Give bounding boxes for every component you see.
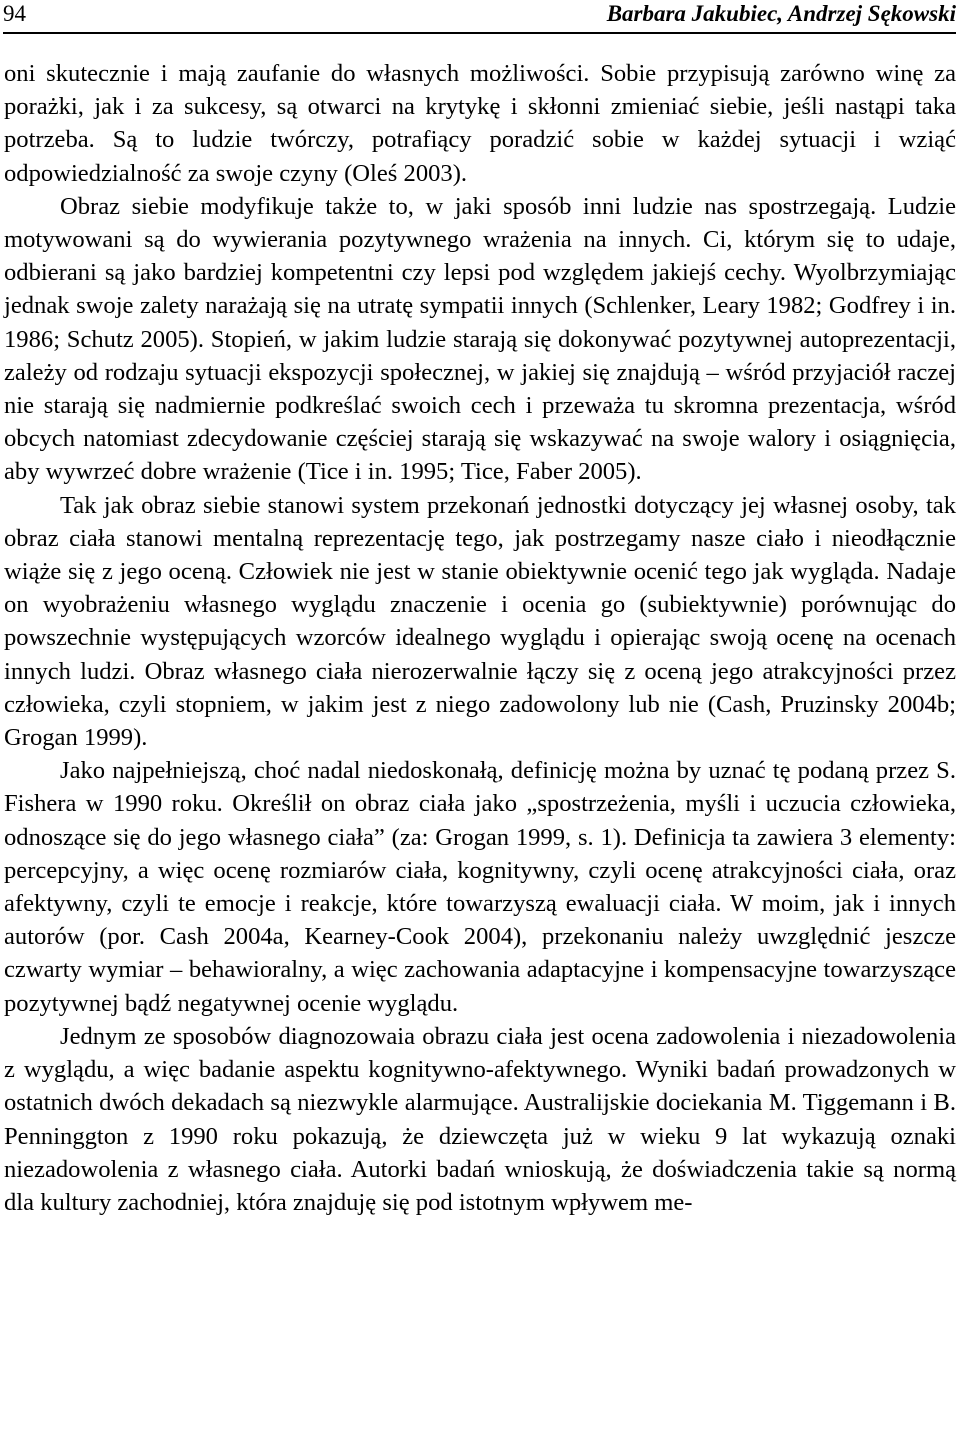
paragraph-1: oni skutecznie i mają zaufanie do własnych możliwości. Sobie przypisują zarówno winę za porażki, jak i za sukcesy, są otwarci na krytykę i skłonni zmieniać siebie, jeśli nastąpi taka potrzeba. Są to ludzie twórczy, potrafiący poradzić sobie w każdej sytuacji i wziąć odpowiedzialność za swoje czyny (Oleś 2003). <box>4 60 956 187</box>
page-header <box>3 0 956 34</box>
page-number: 94 <box>3 1 26 26</box>
running-head-authors: Barbara Jakubiec, Andrzej Sękowski <box>606 1 956 26</box>
paragraph-2: Obraz siebie modyfikuje także to, w jaki sposób inni ludzie nas spostrzegają. Ludzie motywowani są do wywierania pozytywnego wrażenia na innych. Ci, którym się to udaje, odbierani są jako bardziej kompetentni czy lepsi pod względem jakiejś cechy. Wyolbrzymiając jednak swoje zalety narażają się na utratę sympatii innych (Schlenker, Leary 1982; Godfrey i in. 1986; Schutz 2005). Stopień, w jakim ludzie starają się dokonywać pozytywnej autoprezentacji, zależy od rodzaju sytuacji ekspozycji społecznej, w jakiej się znajdują – wśród przyjaciół raczej nie starają się nadmiernie podkreślać swoich cech i przeważa tu skromna prezentacja, wśród obcych natomiast zdecydowanie częściej starają się wskazywać na swoje walory i osiągnięcia, aby wywrzeć dobre wrażenie (Tice i in. 1995; Tice, Faber 2005). <box>4 192 956 486</box>
paragraph-4: Jako najpełniejszą, choć nadal niedoskonałą, definicję można by uznać tę podaną przez S. Fishera w 1990 roku. Określił on obraz ciała jako „spostrzeżenia, myśli i uczucia człowieka, odnoszące się do jego własnego ciała” (za: Grogan 1999, s. 1). Definicja ta zawiera 3 elementy: percepcyjny, a więc ocenę rozmiarów ciała, kognitywny, czyli ocenę atrakcyjności ciała, oraz afektywny, czyli te emocje i reakcje, które towarzyszą ewaluacji ciała. W moim, jak i innych autorów (por. Cash 2004a, Kearney-Cook 2004), przekonaniu należy uwzględnić jeszcze czwarty wymiar – behawioralny, a więc zachowania adaptacyjne i kompensacyjne towarzyszące pozytywnej bądź negatywnej ocenie wyglądu. <box>4 757 956 1017</box>
paragraph-5: Jednym ze sposobów diagnozowaia obrazu ciała jest ocena zadowolenia i niezadowolenia z wyglądu, a więc badanie aspektu kognitywno-afektywnego. Wyniki badań prowadzonych w ostatnich dwóch dekadach są niezwykle alarmujące. Australijskie dociekania M. Tiggemann i B. Penninggton z 1990 roku pokazują, że dziewczęta już w wieku 9 lat wykazują oznaki niezadowolenia z własnego ciała. Autorki badań wnioskują, że doświadczenia takie są normą dla kultury zachodniej, która znajduję się pod istotnym wpływem me- <box>4 1022 956 1216</box>
paragraph-3: Tak jak obraz siebie stanowi system przekonań jednostki dotyczący jej własnej osoby, tak obraz ciała stanowi mentalną reprezentację tego, jak postrzegamy nasze ciało i nieodłącznie wiąże się z jego oceną. Człowiek nie jest w stanie obiektywnie ocenić tego jak wygląda. Nadaje on wyobrażeniu własnego wyglądu znaczenie i ocenia go (subiektywnie) porównując do powszechnie występujących wzorców idealnego wyglądu i opierając swoją ocenę na ocenach innych ludzi. Obraz własnego ciała nierozerwalnie łączy się z oceną jego atrakcyjności przez człowieka, czyli stopniem, w jakim jest z niego zadowolony lub nie (Cash, Pruzinsky 2004b; Grogan 1999). <box>4 491 956 752</box>
body-text <box>4 57 956 1219</box>
